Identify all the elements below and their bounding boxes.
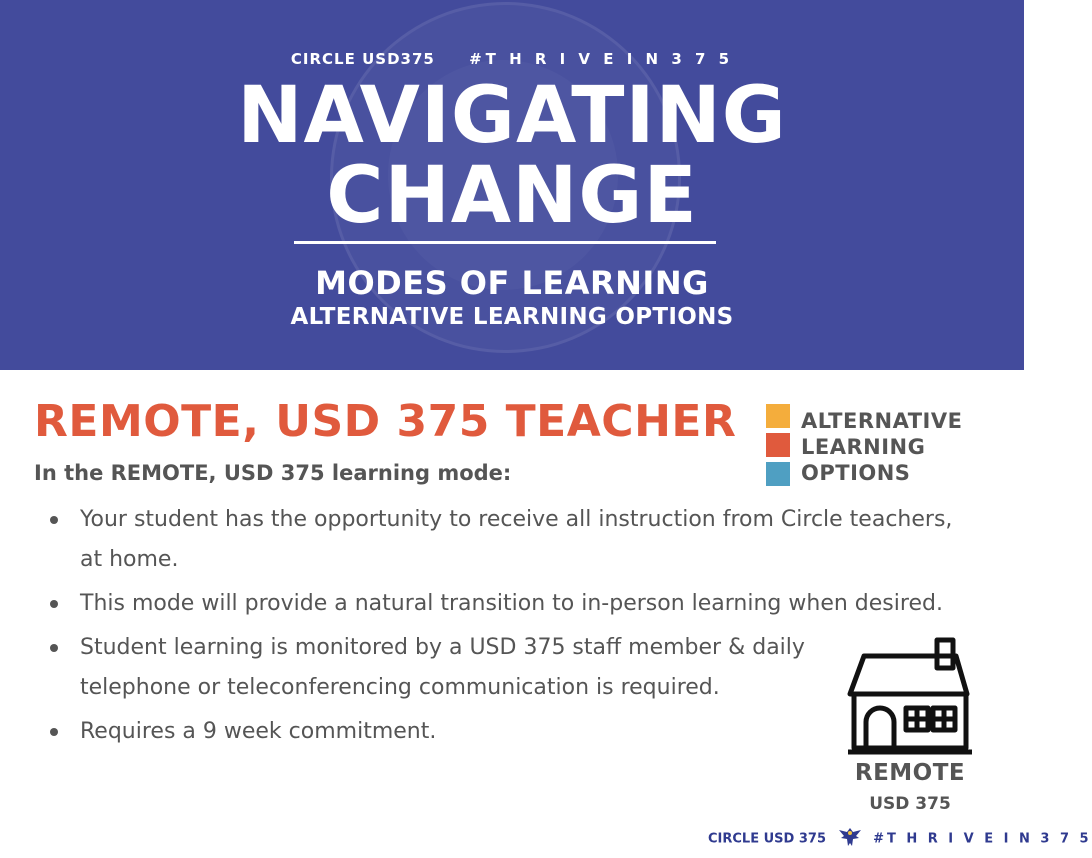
- section-heading: REMOTE, USD 375 TEACHER: [34, 396, 737, 447]
- footer-hashtag: #T H R I V E I N 3 7 5: [873, 831, 1092, 847]
- legend-square-red: [766, 433, 790, 457]
- badge-sublabel: USD 375: [869, 794, 951, 814]
- legend-line1: ALTERNATIVE: [801, 409, 963, 433]
- title-divider: [294, 241, 716, 244]
- footer: [708, 826, 1092, 852]
- list-item: Student learning is monitored by a USD 375 staff member & daily telephone or teleconferencing communication is required.: [50, 628, 840, 708]
- page-title-line1: NAVIGATING: [237, 71, 787, 161]
- house-icon: [846, 636, 974, 764]
- header-banner: [0, 0, 1024, 370]
- legend-square-blue: [766, 462, 790, 486]
- footer-district: CIRCLE USD 375: [708, 831, 826, 847]
- page-title-line2: CHANGE: [326, 151, 698, 241]
- banner-hashtag: #T H R I V E I N 3 7 5: [469, 50, 734, 68]
- banner-district-label: CIRCLE USD375: [290, 50, 435, 68]
- banner-topline: [0, 50, 1024, 68]
- eagle-mascot-icon: [837, 826, 863, 852]
- bullet-list: [50, 500, 970, 756]
- badge-label: REMOTE: [854, 760, 966, 786]
- legend-line2: LEARNING: [801, 435, 926, 459]
- legend-label: [801, 408, 1001, 486]
- list-item: Requires a 9 week commitment.: [50, 712, 970, 752]
- page-subtitle-secondary: ALTERNATIVE LEARNING OPTIONS: [290, 304, 734, 330]
- legend-line3: OPTIONS: [801, 461, 911, 485]
- page-subtitle: MODES OF LEARNING: [315, 264, 709, 302]
- list-item: This mode will provide a natural transition to in-person learning when desired.: [50, 584, 970, 624]
- section-intro: In the REMOTE, USD 375 learning mode:: [34, 461, 512, 485]
- legend-square-yellow: [766, 404, 790, 428]
- list-item: Your student has the opportunity to receive all instruction from Circle teachers, at home.: [50, 500, 970, 580]
